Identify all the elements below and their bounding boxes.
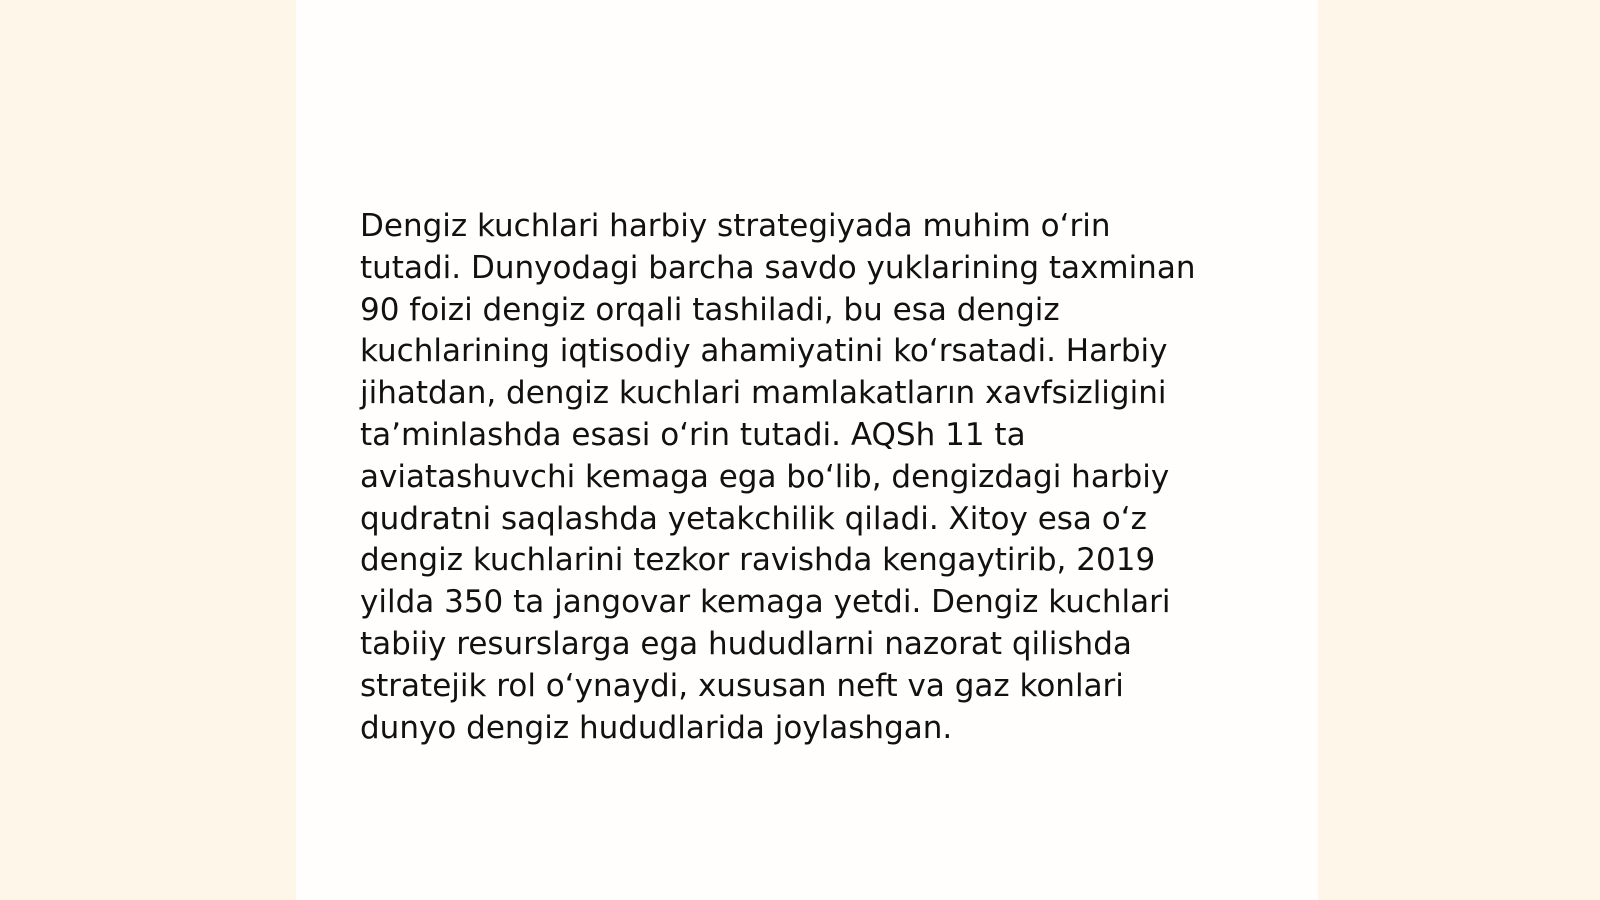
paragraph-line: jihatdan, dengiz kuchlari mamlakatların xavfsizligini xyxy=(360,375,1167,412)
document-page xyxy=(296,0,1318,900)
paragraph-line: kuchlarining iqtisodiy ahamiyatini ko‘rsatadi. Harbiy xyxy=(360,333,1168,370)
paragraph-line: ta’minlashda esasi o‘rin tutadi. AQSh 11 ta xyxy=(360,416,1026,453)
paragraph-line: dunyo dengiz hududlarida joylashgan. xyxy=(360,709,953,746)
paragraph-line: Dengiz kuchlari harbiy strategiyada muhim o‘rin xyxy=(360,208,1111,244)
paragraph-line: qudratni saqlashda yetakchilik qiladi. Xitoy esa o‘z xyxy=(360,500,1147,537)
paragraph-line: tutadi. Dunyodagi barcha savdo yuklarining taxminan xyxy=(360,249,1196,286)
paragraph-line: stratejik rol o‘ynaydi, xususan neft va gaz konlari xyxy=(360,667,1124,704)
paragraph-line: 90 foizi dengiz orqali tashiladi, bu esa dengiz xyxy=(360,291,1060,328)
paragraph-line: yilda 350 ta jangovar kemaga yetdi. Dengiz kuchlari xyxy=(360,584,1171,621)
paragraph-line: aviatashuvchi kemaga ega bo‘lib, dengizdagi harbiy xyxy=(360,458,1170,495)
paragraph-line: dengiz kuchlarini tezkor ravishda kengaytirib, 2019 xyxy=(360,542,1156,579)
paragraph-line: tabiiy resurslarga ega hududlarni nazorat qilishda xyxy=(360,625,1132,662)
body-paragraph xyxy=(360,206,1260,749)
